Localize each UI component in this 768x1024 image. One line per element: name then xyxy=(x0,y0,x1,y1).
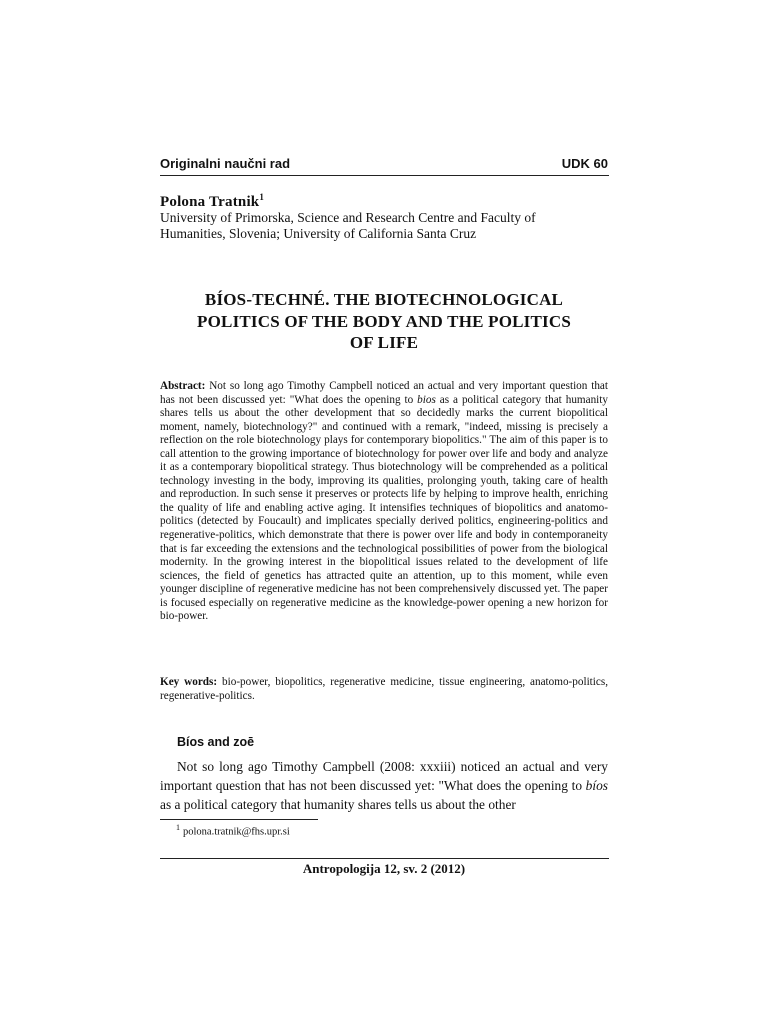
abstract-text-2: as a political category that humanity shares tells us about the other development that so decidedly marks the current biopolitical moment, namely, biotechnology?" and continued with a remark, "indeed, missing is precisely a reflection on the role biotechnology plays for contemporary biopolitics." The aim of this paper is to call attention to the growing importance of biotechnology for power over life and body and analyze it as a contemporary biopolitical strategy. Thus biotechnology will be comprehended as a political technology investing in the body, improving its qualities, prolonging youth, taking care of health and reproduction. In such sense it preserves or protects life by helping to improve health, enriching the quality of life and enabling active aging. It intensifies techniques of biopolitics and anatomo-politics (detected by Foucault) and implicates specially derived politics, engineering-politics and regenerative-politics, which demonstrate that there is power over life and body in contemporaneity that is far exceeding the extensions and the technological possibilities of power from the biological modernity. In the growing interest in the biopolitical issues related to the development of life sciences, the field of genetics has attracted quite an attention, up to this moment, while even younger discipline of regenerative medicine has not been comprehensively discussed yet. The paper is focused especially on regenerative medicine as the knowledge-power opening a new horizon for bio-power. xyxy=(160,393,608,623)
body-italic-term: bíos xyxy=(585,778,608,793)
journal-footer: Antropologija 12, sv. 2 (2012) xyxy=(302,861,466,876)
body-paragraph xyxy=(160,757,608,814)
footnote-mark: 1 xyxy=(176,823,180,832)
abstract-italic-term: bios xyxy=(417,393,436,406)
section-heading: Bíos and zoē xyxy=(177,735,255,749)
footnote-divider xyxy=(160,819,318,820)
paper-title xyxy=(160,289,608,354)
body-text-2: as a political category that humanity shares tells us about the other xyxy=(160,797,516,812)
author-footnote-mark[interactable]: 1 xyxy=(259,192,265,202)
article-type-label: Originalni naučni rad xyxy=(160,156,291,171)
author-name-text: Polona Tratnik xyxy=(160,194,260,210)
body-text-1: Not so long ago Timothy Campbell (2008: xxxiii) noticed an actual and very important question that has not been discussed yet: "What does the opening to xyxy=(160,759,608,793)
author-name xyxy=(160,192,264,211)
abstract-text-1: Not so long ago Timothy Campbell noticed an actual and very important question that has not been discussed yet: "What does the opening to xyxy=(160,380,608,406)
udk-code: UDK 60 xyxy=(561,156,608,171)
keywords-label: Key words: xyxy=(160,676,218,688)
abstract xyxy=(160,380,608,624)
title-line: BÍOS-TECHNÉ. THE BIOTECHNOLOGICAL xyxy=(204,290,564,309)
footer-divider xyxy=(160,858,609,859)
footnote-email[interactable]: polona.tratnik@fhs.upr.si xyxy=(183,826,290,838)
author-affiliation: University of Primorska, Science and Research Centre and Faculty of Humanities, Slovenia; University of California Santa Cruz xyxy=(160,210,536,241)
keywords xyxy=(160,676,608,703)
header-divider xyxy=(160,175,609,176)
footnote xyxy=(176,823,290,838)
title-line: POLITICS OF THE BODY AND THE POLITICS xyxy=(197,311,571,331)
title-line: OF LIFE xyxy=(349,333,419,352)
keywords-text: bio-power, biopolitics, regenerative medicine, tissue engineering, anatomo-politics, regenerative-politics. xyxy=(160,676,609,702)
abstract-label: Abstract: xyxy=(160,380,206,392)
running-header xyxy=(160,156,608,176)
